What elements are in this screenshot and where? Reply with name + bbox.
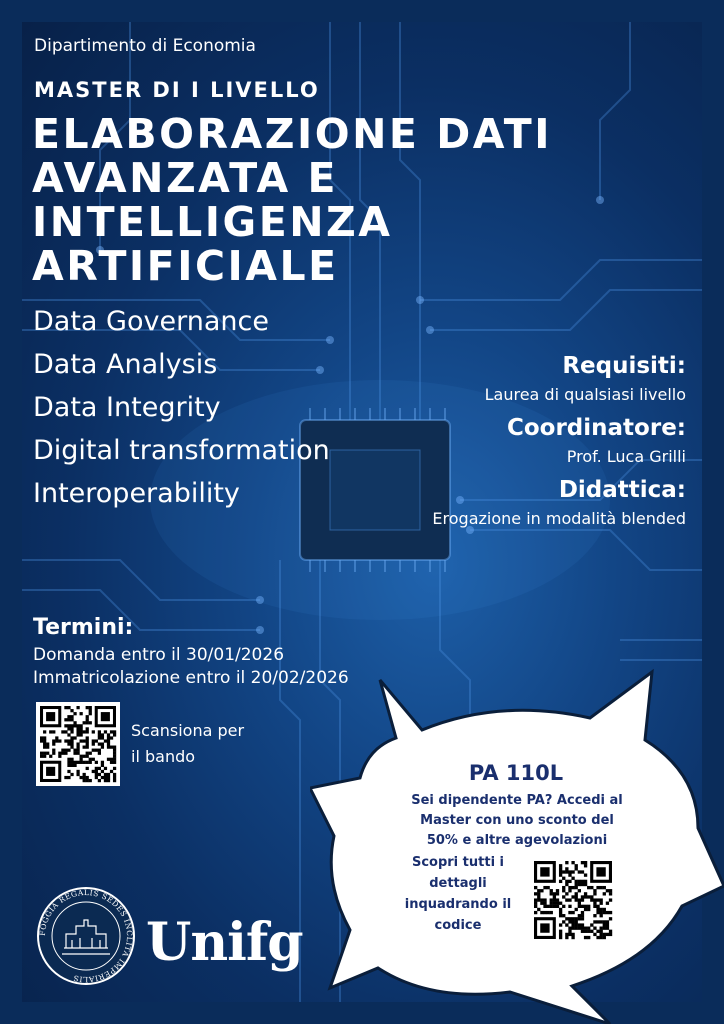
- terms-block: [33, 612, 349, 690]
- pa-scopri-line: inquadrando il: [404, 897, 512, 912]
- pa-text-line: Sei dipendente PA? Accedi al: [411, 793, 623, 808]
- pa-text-line: 50% e altre agevolazioni: [426, 833, 608, 848]
- qr-code-icon: [530, 857, 616, 943]
- scan-line: il bando: [131, 747, 196, 766]
- master-title: [32, 112, 712, 288]
- didattica-label: Didattica:: [558, 477, 686, 503]
- qr-code-icon: [36, 702, 120, 786]
- coordinatore-label: Coordinatore:: [506, 415, 686, 441]
- pa-scopri-line: codice: [434, 918, 482, 933]
- title-line: AVANZATA E: [32, 154, 339, 202]
- topic-item: Data Integrity: [33, 392, 221, 423]
- scan-line: Scansiona per: [131, 721, 245, 740]
- info-block: [326, 350, 686, 536]
- requisiti-value: Laurea di qualsiasi livello: [484, 385, 686, 404]
- bando-qr-code[interactable]: [36, 702, 120, 786]
- topic-item: Digital transformation: [33, 435, 330, 466]
- unifg-logo: Unifg: [146, 912, 303, 973]
- didattica-value: Erogazione in modalità blended: [432, 509, 686, 528]
- pa-scopri-text: [388, 852, 528, 936]
- topic-item: Data Governance: [33, 306, 269, 337]
- title-line: ELABORAZIONE DATI: [32, 110, 553, 158]
- university-seal-icon: [36, 886, 136, 986]
- coordinatore-value: Prof. Luca Grilli: [566, 447, 686, 466]
- topic-item: Interoperability: [33, 478, 240, 509]
- master-level: MASTER DI I LIVELLO: [34, 78, 320, 102]
- scan-caption: [131, 718, 271, 770]
- requisiti-label: Requisiti:: [562, 353, 686, 379]
- terms-domanda: Domanda entro il 30/01/2026: [33, 645, 285, 665]
- topic-item: Data Analysis: [33, 349, 218, 380]
- pa-scopri-line: Scopri tutti i: [411, 855, 505, 870]
- pa-title: PA 110L: [468, 761, 564, 785]
- pa-scopri-line: dettagli: [429, 876, 487, 891]
- terms-immatricolazione: Immatricolazione entro il 20/02/2026: [33, 668, 349, 688]
- department-name: Dipartimento di Economia: [34, 36, 256, 56]
- pa-qr-code[interactable]: [530, 857, 616, 943]
- title-line: INTELLIGENZA ARTIFICIALE: [32, 198, 393, 290]
- terms-label: Termini:: [33, 615, 134, 640]
- pa-text-line: Master con uno sconto del: [420, 813, 614, 828]
- topics-list: [33, 300, 330, 515]
- pa-offer-text: [398, 791, 636, 851]
- seal-text: FOGGIA REGALIS SEDES INCLITA IMPERIALIS: [37, 887, 135, 985]
